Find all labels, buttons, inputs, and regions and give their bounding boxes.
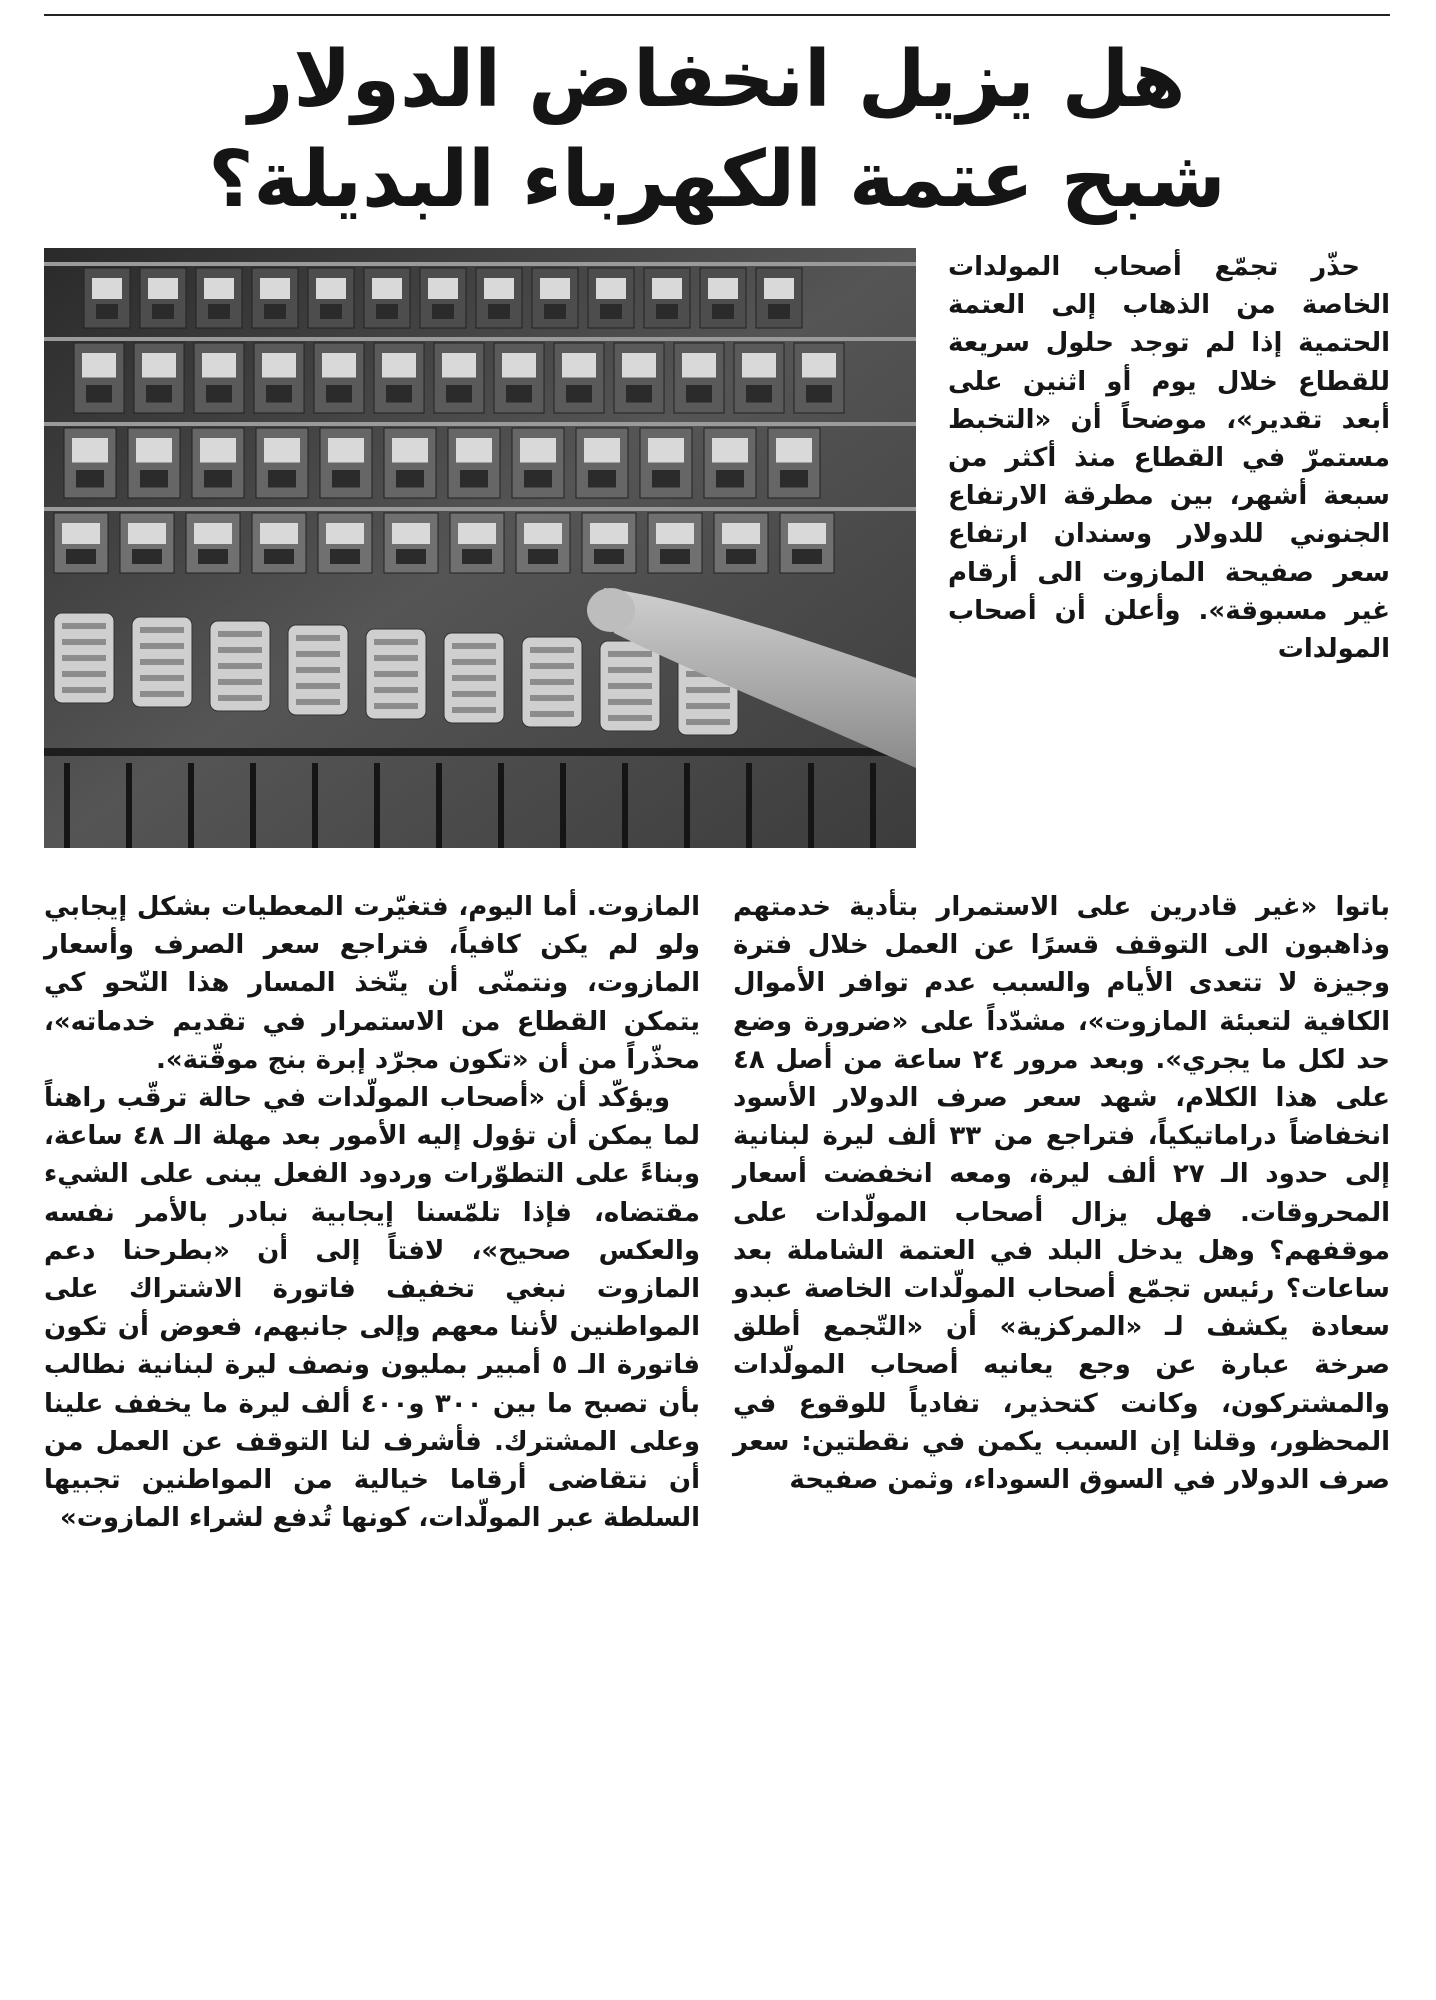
- headline-line-1: هل يزيل انخفاض الدولار: [248, 35, 1186, 125]
- headline: [44, 30, 1390, 230]
- article-column-right-bottom: [733, 888, 1390, 1960]
- paragraph: حذّر تجمّع أصحاب المولدات الخاصة من الذهاب إلى العتمة الحتمية إذا لم توجد حلول سريعة للقطاع خلال يوم أو اثنين على أبعد تقدير»، موضحاً أن «التخبط مستمرّ في القطاع منذ أكثر من سبعة أشهر، بين مطرقة الارتفاع الجنوني للدولار وسندان ارتفاع سعر صفيحة المازوت الى أرقام غير مسبوقة». وأعلن أن أصحاب المولدات: [948, 252, 1390, 665]
- paragraph: ويؤكّد أن «أصحاب المولّدات في حالة ترقّب راهناً لما يمكن أن تؤول إليه الأمور بعد مهلة الـ ٤٨ ساعة، وبناءً على التطوّرات وردود الفعل يبنى على الشيء مقتضاه، فإذا تلمّسنا إيجابية نبادر بالأمر نفسه والعكس صحيح»، لافتاً إلى أن «بطرحنا دعم المازوت نبغي تخفيف فاتورة الاشتراك على المواطنين لأننا معهم وإلى جانبهم، فعوض أن تكون فاتورة الـ ٥ أمبير بمليون ونصف ليرة لبنانية نطالب بأن تصبح ما بين ٣٠٠ و٤٠٠ ألف ليرة ما يخفف علينا وعلى المشترك. فأشرف لنا التوقف عن العمل من أن نتقاضى أرقاما خيالية من المواطنين تجبيها السلطة عبر المولّدات، كونها تُدفع لشراء المازوت»: [44, 1083, 701, 1534]
- article-column-right-top: [948, 248, 1390, 888]
- top-rule: [44, 14, 1390, 16]
- article-column-left-bottom: [44, 888, 700, 1960]
- article-photo: [44, 248, 916, 848]
- paragraph: باتوا «غير قادرين على الاستمرار بتأدية خدمتهم وذاهبون الى التوقف قسرًا عن العمل خلال فترة وجيزة لا تتعدى الأيام والسبب عدم توافر الأموال الكافية لتعبئة المازوت»، مشدّداً على «ضرورة وضع حد لكل ما يجري». وبعد مرور ٢٤ ساعة من أصل ٤٨ على هذا الكلام، شهد سعر صرف الدولار الأسود انخفاضاً دراماتيكياً، فتراجع من ٣٣ ألف ليرة لبنانية إلى حدود الـ ٢٧ ألف ليرة، ومعه انخفضت أسعار المحروقات. فهل يزال أصحاب المولّدات على موقفهم؟ وهل يدخل البلد في العتمة الشاملة بعد ساعات؟ رئيس تجمّع أصحاب المولّدات الخاصة عبدو سعادة يكشف لـ «المركزية» أن «التّجمع أطلق صرخة عبارة عن وجع يعانيه أصحاب المولّدات والمشتركون، وكانت كتحذير، تفادياً للوقوع في المحظور، وقلنا إن السبب يكمن في نقطتين: سعر صرف الدولار في السوق السوداء، وثمن صفيحة: [733, 892, 1390, 1496]
- headline-line-2: شبح عتمة الكهرباء البديلة؟: [208, 135, 1226, 225]
- paragraph: المازوت. أما اليوم، فتغيّرت المعطيات بشكل إيجابي ولو لم يكن كافياً، فتراجع سعر الصرف وأسعار المازوت، ونتمنّى أن يتّخذ المسار هذا النّحو كي يتمكن القطاع من الاستمرار في تقديم خدماته»، محذّراً من أن «تكون مجرّد إبرة بنج موقّتة».: [44, 892, 700, 1075]
- switchboard-photo-illustration: [44, 248, 916, 848]
